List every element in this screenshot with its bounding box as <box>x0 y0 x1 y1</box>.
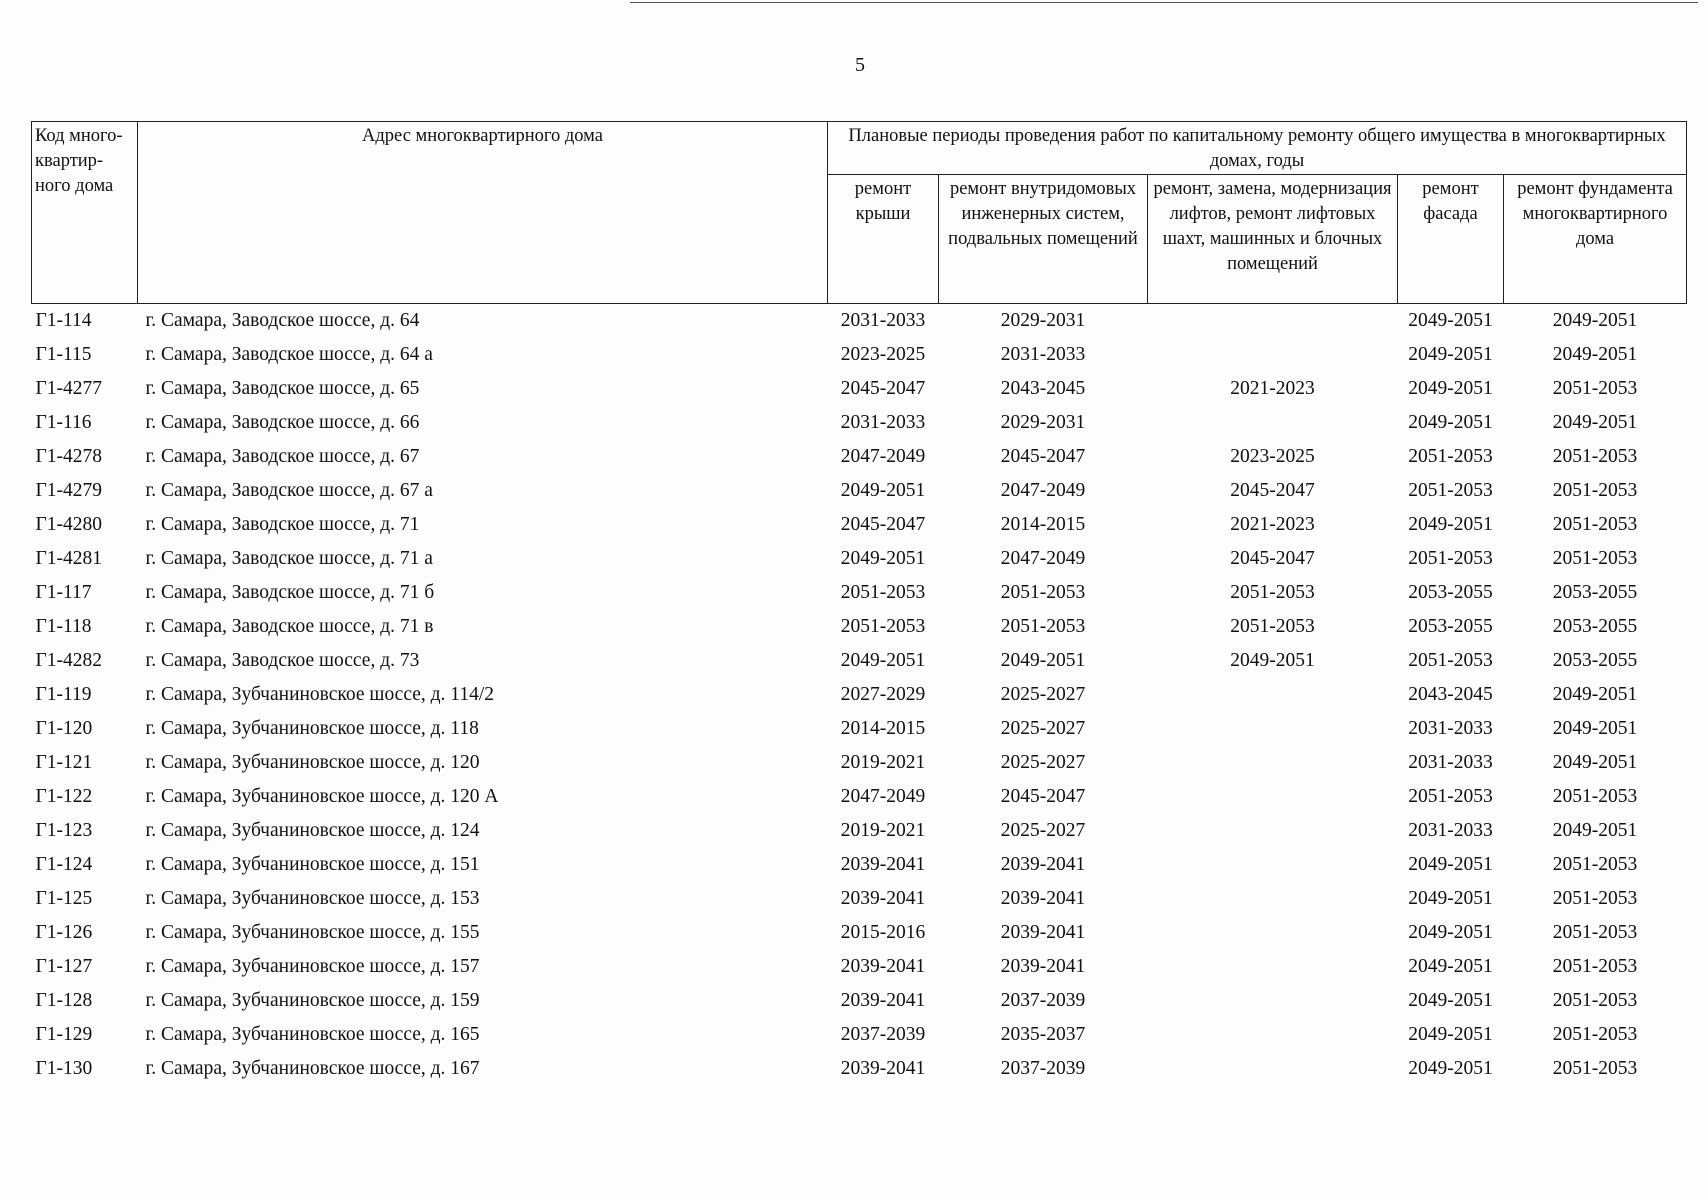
table-header <box>32 122 1687 304</box>
cell-roof: 2039-2041 <box>840 888 926 909</box>
cell-elevators <box>1148 678 1398 712</box>
cell-roof: 2039-2041 <box>840 956 926 977</box>
table-row <box>32 1052 1687 1086</box>
cell-code: Г1-115 <box>35 344 92 365</box>
cell-address: г. Самара, Зубчаниновское шоссе, д. 159 <box>145 990 480 1011</box>
header-elevators: ремонт, замена, модернизация лифтов, ремонт лифтовых шахт, машинных и блочных помещений <box>1148 175 1398 304</box>
cell-facade: 2049-2051 <box>1408 514 1493 535</box>
cell-elevators: 2023-2025 <box>1230 446 1315 467</box>
cell-code: Г1-116 <box>35 412 92 433</box>
cell-roof: 2039-2041 <box>840 854 926 875</box>
cell-elevators <box>1148 848 1398 882</box>
cell-roof: 2019-2021 <box>840 820 926 841</box>
cell-facade: 2049-2051 <box>1408 1058 1493 1079</box>
cell-elevators <box>1148 406 1398 440</box>
cell-roof: 2047-2049 <box>840 786 926 807</box>
cell-elevators <box>1148 1052 1398 1086</box>
cell-facade: 2049-2051 <box>1408 412 1493 433</box>
cell-engineering: 2045-2047 <box>1000 446 1086 467</box>
header-roof: ремонт крыши <box>828 175 939 304</box>
cell-roof: 2015-2016 <box>840 922 926 943</box>
table-row <box>32 508 1687 542</box>
table-row <box>32 814 1687 848</box>
cell-engineering: 2039-2041 <box>1000 956 1086 977</box>
cell-address: г. Самара, Зубчаниновское шоссе, д. 114/2 <box>145 684 495 705</box>
cell-code: Г1-4277 <box>35 378 103 399</box>
cell-address: г. Самара, Зубчаниновское шоссе, д. 165 <box>145 1024 480 1045</box>
cell-foundation: 2051-2053 <box>1552 990 1638 1011</box>
cell-roof: 2045-2047 <box>840 514 926 535</box>
cell-code: Г1-4279 <box>35 480 103 501</box>
table-row <box>32 542 1687 576</box>
cell-address: г. Самара, Заводское шоссе, д. 71 а <box>145 548 433 569</box>
header-code: Код много-квартир-ного дома <box>32 122 138 304</box>
cell-engineering: 2045-2047 <box>1000 786 1086 807</box>
table-row <box>32 372 1687 406</box>
cell-engineering: 2014-2015 <box>1000 514 1086 535</box>
cell-elevators <box>1148 780 1398 814</box>
cell-elevators <box>1148 338 1398 372</box>
cell-elevators: 2051-2053 <box>1230 582 1315 603</box>
cell-roof: 2051-2053 <box>840 616 926 637</box>
table-body <box>32 304 1687 1087</box>
cell-elevators <box>1148 916 1398 950</box>
cell-address: г. Самара, Зубчаниновское шоссе, д. 120 А <box>145 786 499 807</box>
cell-address: г. Самара, Заводское шоссе, д. 65 <box>145 378 420 399</box>
cell-foundation: 2051-2053 <box>1552 514 1638 535</box>
cell-elevators: 2045-2047 <box>1230 480 1315 501</box>
cell-elevators <box>1148 984 1398 1018</box>
cell-address: г. Самара, Зубчаниновское шоссе, д. 151 <box>145 854 480 875</box>
header-engineering: ремонт внутридомовых инженерных систем, подвальных помещений <box>939 175 1148 304</box>
cell-elevators <box>1148 304 1398 339</box>
cell-code: Г1-126 <box>35 922 93 943</box>
cell-address: г. Самара, Зубчаниновское шоссе, д. 120 <box>145 752 480 773</box>
cell-foundation: 2049-2051 <box>1552 820 1638 841</box>
cell-foundation: 2051-2053 <box>1552 480 1638 501</box>
cell-address: г. Самара, Зубчаниновское шоссе, д. 167 <box>145 1058 480 1079</box>
table-row <box>32 780 1687 814</box>
table-row <box>32 848 1687 882</box>
cell-code: Г1-114 <box>35 310 92 331</box>
cell-engineering: 2025-2027 <box>1000 752 1086 773</box>
cell-foundation: 2049-2051 <box>1552 344 1638 365</box>
cell-foundation: 2049-2051 <box>1552 752 1638 773</box>
cell-roof: 2045-2047 <box>840 378 926 399</box>
cell-facade: 2049-2051 <box>1408 888 1493 909</box>
cell-code: Г1-4281 <box>35 548 103 569</box>
cell-code: Г1-119 <box>35 684 92 705</box>
cell-elevators <box>1148 950 1398 984</box>
cell-foundation: 2051-2053 <box>1552 378 1638 399</box>
cell-address: г. Самара, Заводское шоссе, д. 67 <box>145 446 420 467</box>
cell-address: г. Самара, Зубчаниновское шоссе, д. 153 <box>145 888 480 909</box>
cell-facade: 2051-2053 <box>1408 548 1493 569</box>
cell-engineering: 2029-2031 <box>1000 310 1086 331</box>
cell-code: Г1-122 <box>35 786 93 807</box>
cell-facade: 2049-2051 <box>1408 854 1493 875</box>
cell-code: Г1-129 <box>35 1024 93 1045</box>
cell-code: Г1-118 <box>35 616 92 637</box>
cell-facade: 2051-2053 <box>1408 446 1493 467</box>
cell-roof: 2037-2039 <box>840 1024 926 1045</box>
cell-engineering: 2037-2039 <box>1000 990 1086 1011</box>
cell-address: г. Самара, Заводское шоссе, д. 71 б <box>145 582 435 603</box>
table-row <box>32 678 1687 712</box>
cell-elevators <box>1148 1018 1398 1052</box>
cell-engineering: 2035-2037 <box>1000 1024 1086 1045</box>
cell-code: Г1-120 <box>35 718 93 739</box>
cell-facade: 2031-2033 <box>1408 752 1493 773</box>
cell-roof: 2049-2051 <box>840 480 926 501</box>
cell-foundation: 2051-2053 <box>1552 1058 1638 1079</box>
cell-foundation: 2051-2053 <box>1552 922 1638 943</box>
cell-engineering: 2049-2051 <box>1000 650 1086 671</box>
cell-address: г. Самара, Зубчаниновское шоссе, д. 157 <box>145 956 480 977</box>
cell-engineering: 2039-2041 <box>1000 888 1086 909</box>
cell-code: Г1-127 <box>35 956 93 977</box>
cell-code: Г1-124 <box>35 854 93 875</box>
cell-roof: 2031-2033 <box>840 412 926 433</box>
cell-elevators: 2021-2023 <box>1230 378 1315 399</box>
cell-engineering: 2051-2053 <box>1000 616 1086 637</box>
cell-roof: 2023-2025 <box>840 344 926 365</box>
header-address: Адрес многоквартирного дома <box>138 122 828 304</box>
cell-foundation: 2049-2051 <box>1552 310 1638 331</box>
cell-roof: 2039-2041 <box>840 990 926 1011</box>
cell-engineering: 2029-2031 <box>1000 412 1086 433</box>
table-row <box>32 950 1687 984</box>
cell-roof: 2051-2053 <box>840 582 926 603</box>
cell-address: г. Самара, Заводское шоссе, д. 66 <box>145 412 420 433</box>
cell-address: г. Самара, Зубчаниновское шоссе, д. 118 <box>145 718 479 739</box>
cell-foundation: 2049-2051 <box>1552 412 1638 433</box>
table-row <box>32 304 1687 339</box>
cell-engineering: 2037-2039 <box>1000 1058 1086 1079</box>
table-row <box>32 338 1687 372</box>
cell-facade: 2031-2033 <box>1408 820 1493 841</box>
cell-roof: 2027-2029 <box>840 684 926 705</box>
cell-facade: 2049-2051 <box>1408 1024 1493 1045</box>
cell-engineering: 2047-2049 <box>1000 548 1086 569</box>
cell-foundation: 2051-2053 <box>1552 1024 1638 1045</box>
table-row <box>32 712 1687 746</box>
cell-elevators <box>1148 746 1398 780</box>
cell-engineering: 2025-2027 <box>1000 718 1086 739</box>
cell-facade: 2049-2051 <box>1408 956 1493 977</box>
page-number: 5 <box>855 54 865 76</box>
table-row <box>32 882 1687 916</box>
cell-engineering: 2039-2041 <box>1000 922 1086 943</box>
cell-elevators: 2049-2051 <box>1230 650 1315 671</box>
cell-roof: 2019-2021 <box>840 752 926 773</box>
cell-address: г. Самара, Заводское шоссе, д. 67 а <box>145 480 433 501</box>
cell-code: Г1-4282 <box>35 650 103 671</box>
cell-facade: 2051-2053 <box>1408 786 1493 807</box>
cell-elevators <box>1148 882 1398 916</box>
header-periods: Плановые периоды проведения работ по капитальному ремонту общего имущества в многоквартирных домах, годы <box>828 122 1687 175</box>
cell-engineering: 2047-2049 <box>1000 480 1086 501</box>
cell-foundation: 2051-2053 <box>1552 786 1638 807</box>
cell-facade: 2049-2051 <box>1408 922 1493 943</box>
cell-roof: 2014-2015 <box>840 718 926 739</box>
cell-engineering: 2039-2041 <box>1000 854 1086 875</box>
cell-foundation: 2051-2053 <box>1552 956 1638 977</box>
header-foundation: ремонт фундамента многоквартирного дома <box>1504 175 1687 304</box>
cell-facade: 2053-2055 <box>1408 582 1493 603</box>
cell-engineering: 2043-2045 <box>1000 378 1086 399</box>
cell-address: г. Самара, Заводское шоссе, д. 64 а <box>145 344 433 365</box>
cell-elevators: 2051-2053 <box>1230 616 1315 637</box>
cell-foundation: 2049-2051 <box>1552 718 1638 739</box>
cell-roof: 2049-2051 <box>840 548 926 569</box>
cell-foundation: 2049-2051 <box>1552 684 1638 705</box>
cell-foundation: 2051-2053 <box>1552 548 1638 569</box>
cell-engineering: 2031-2033 <box>1000 344 1086 365</box>
cell-roof: 2049-2051 <box>840 650 926 671</box>
cell-foundation: 2053-2055 <box>1552 650 1638 671</box>
cell-foundation: 2051-2053 <box>1552 446 1638 467</box>
cell-facade: 2053-2055 <box>1408 616 1493 637</box>
cell-elevators: 2021-2023 <box>1230 514 1315 535</box>
cell-facade: 2031-2033 <box>1408 718 1493 739</box>
cell-foundation: 2051-2053 <box>1552 854 1638 875</box>
top-rule <box>630 2 1698 3</box>
cell-address: г. Самара, Заводское шоссе, д. 71 <box>145 514 420 535</box>
cell-elevators <box>1148 712 1398 746</box>
table-row <box>32 984 1687 1018</box>
cell-address: г. Самара, Зубчаниновское шоссе, д. 124 <box>145 820 480 841</box>
table-row <box>32 610 1687 644</box>
cell-facade: 2049-2051 <box>1408 378 1493 399</box>
cell-facade: 2051-2053 <box>1408 650 1493 671</box>
cell-code: Г1-123 <box>35 820 93 841</box>
cell-address: г. Самара, Заводское шоссе, д. 64 <box>145 310 420 331</box>
table-row <box>32 576 1687 610</box>
cell-code: Г1-4278 <box>35 446 103 467</box>
cell-code: Г1-130 <box>35 1058 93 1079</box>
cell-facade: 2043-2045 <box>1408 684 1493 705</box>
table-row <box>32 440 1687 474</box>
cell-elevators: 2045-2047 <box>1230 548 1315 569</box>
cell-address: г. Самара, Заводское шоссе, д. 73 <box>145 650 420 671</box>
cell-roof: 2039-2041 <box>840 1058 926 1079</box>
cell-foundation: 2053-2055 <box>1552 616 1638 637</box>
cell-facade: 2049-2051 <box>1408 310 1493 331</box>
cell-engineering: 2051-2053 <box>1000 582 1086 603</box>
cell-address: г. Самара, Зубчаниновское шоссе, д. 155 <box>145 922 480 943</box>
cell-code: Г1-128 <box>35 990 93 1011</box>
table-row <box>32 474 1687 508</box>
cell-code: Г1-125 <box>35 888 93 909</box>
cell-roof: 2031-2033 <box>840 310 926 331</box>
cell-facade: 2049-2051 <box>1408 990 1493 1011</box>
cell-engineering: 2025-2027 <box>1000 820 1086 841</box>
cell-code: Г1-4280 <box>35 514 103 535</box>
cell-foundation: 2051-2053 <box>1552 888 1638 909</box>
header-facade: ремонт фасада <box>1398 175 1504 304</box>
cell-engineering: 2025-2027 <box>1000 684 1086 705</box>
cell-elevators <box>1148 814 1398 848</box>
table-row <box>32 1018 1687 1052</box>
cell-code: Г1-121 <box>35 752 93 773</box>
cell-roof: 2047-2049 <box>840 446 926 467</box>
cell-facade: 2051-2053 <box>1408 480 1493 501</box>
cell-address: г. Самара, Заводское шоссе, д. 71 в <box>145 616 434 637</box>
table-row <box>32 406 1687 440</box>
table-row <box>32 746 1687 780</box>
cell-foundation: 2053-2055 <box>1552 582 1638 603</box>
table-row <box>32 644 1687 678</box>
cell-facade: 2049-2051 <box>1408 344 1493 365</box>
table-row <box>32 916 1687 950</box>
capital-repair-table <box>31 121 1687 1086</box>
cell-code: Г1-117 <box>35 582 92 603</box>
